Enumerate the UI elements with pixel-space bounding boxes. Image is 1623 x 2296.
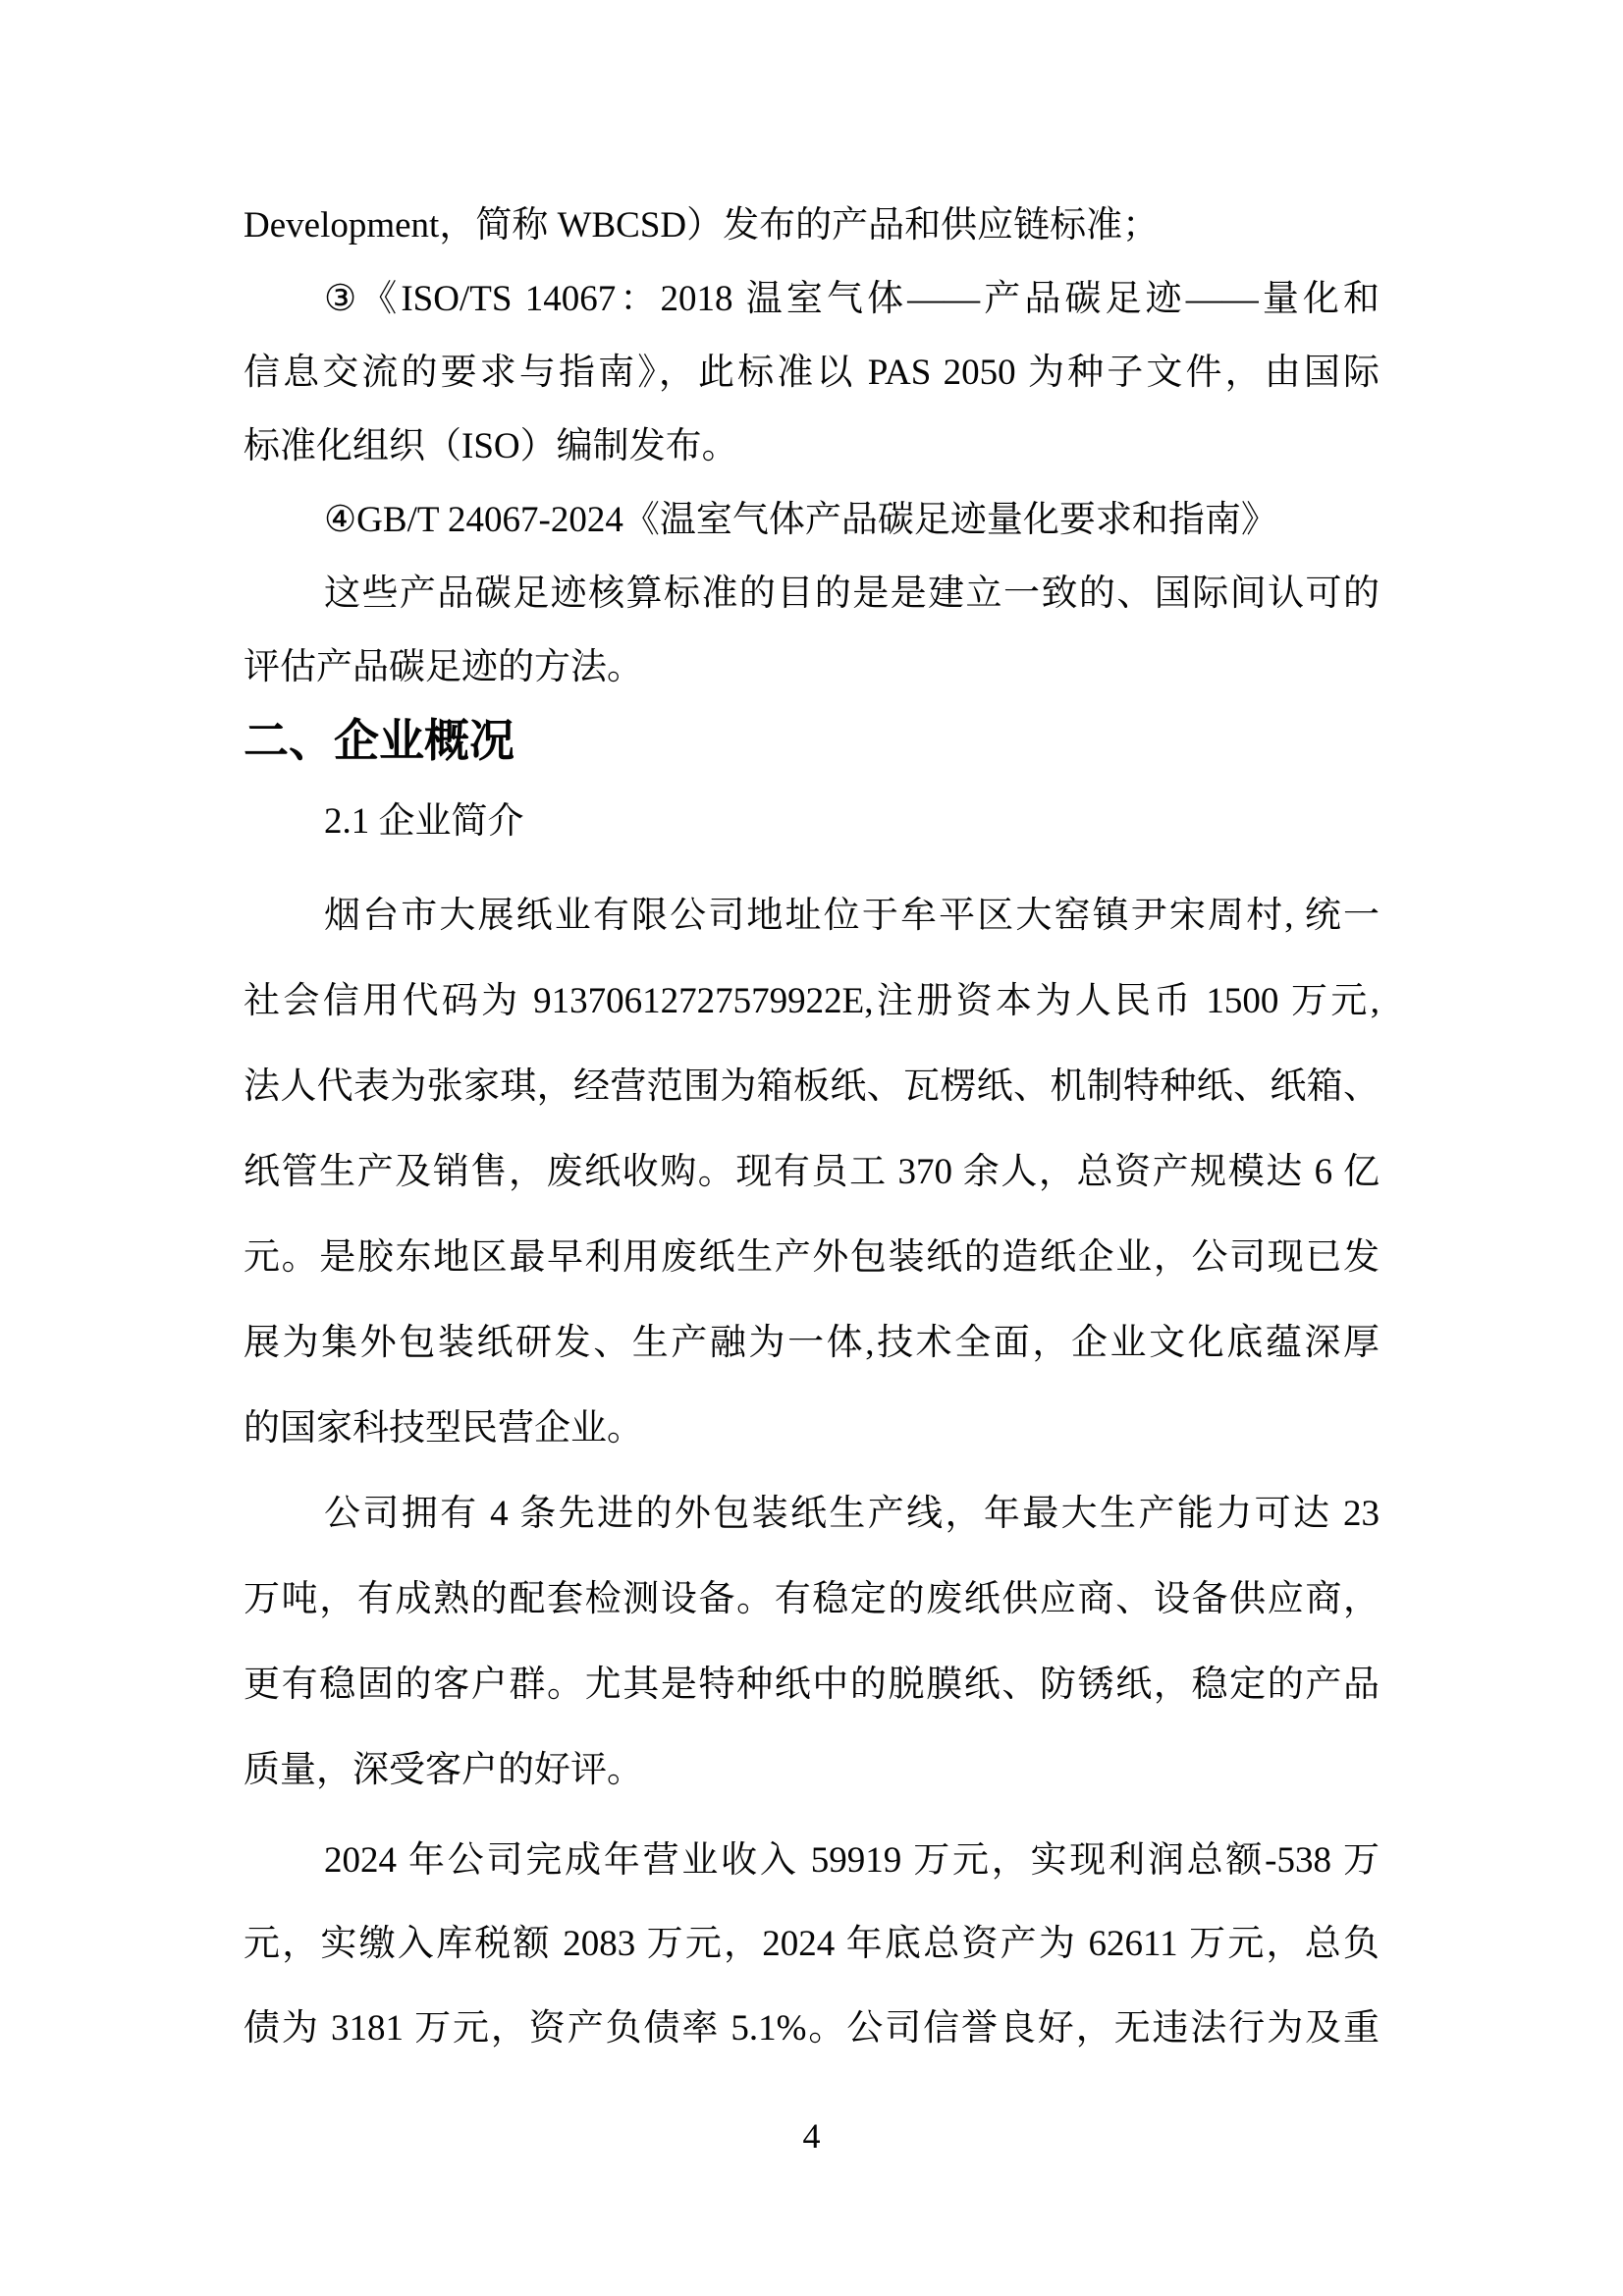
production-line: 更有稳固的客户群。尤其是特种纸中的脱膜纸、防锈纸，稳定的产品 <box>243 1665 1380 1705</box>
company-intro-line: 烟台市大展纸业有限公司地址位于牟平区大窑镇尹宋周村, 统一 <box>324 896 1380 936</box>
financials-line: 元，实缴入库税额 2083 万元，2024 年底总资产为 62611 万元，总负 <box>243 1924 1380 1964</box>
page-number: 4 <box>802 2116 821 2156</box>
company-intro-line: 的国家科技型民营企业。 <box>243 1408 643 1449</box>
company-intro-line: 社会信用代码为 91370612727579922E,注册资本为人民币 1500 万元, <box>243 981 1380 1021</box>
section-heading: 二、企业概况 <box>243 715 514 766</box>
production-line: 万吨，有成熟的配套检测设备。有稳定的废纸供应商、设备供应商， <box>243 1579 1380 1619</box>
body-text-line: 这些产品碳足迹核算标准的目的是是建立一致的、国际间认可的 <box>324 574 1380 614</box>
financials-line: 债为 3181 万元，资产负债率 5.1%。公司信誉良好，无违法行为及重 <box>243 2008 1380 2049</box>
production-line: 公司拥有 4 条先进的外包装纸生产线，年最大生产能力可达 23 <box>324 1494 1380 1534</box>
body-text-line: ③《ISO/TS 14067：2018 温室气体——产品碳足迹——量化和 <box>324 279 1380 319</box>
company-intro-line: 元。是胶东地区最早利用废纸生产外包装纸的造纸企业，公司现已发 <box>243 1237 1380 1278</box>
financials-line: 2024 年公司完成年营业收入 59919 万元，实现利润总额-538 万 <box>324 1840 1380 1881</box>
company-intro-line: 法人代表为张家琪，经营范围为箱板纸、瓦楞纸、机制特种纸、纸箱、 <box>243 1066 1380 1107</box>
body-text-line: 信息交流的要求与指南》，此标准以 PAS 2050 为种子文件，由国际 <box>243 353 1380 393</box>
subsection-heading: 2.1 企业简介 <box>324 801 524 842</box>
body-text-line: 评估产品碳足迹的方法。 <box>243 647 643 687</box>
body-text-line: Development，简称 WBCSD）发布的产品和供应链标准； <box>243 205 1160 246</box>
body-text-line: 标准化组织（ISO）编制发布。 <box>243 426 738 466</box>
company-intro-line: 展为集外包装纸研发、生产融为一体,技术全面，企业文化底蕴深厚 <box>243 1323 1380 1363</box>
body-text-line: ④GB/T 24067-2024《温室气体产品碳足迹量化要求和指南》 <box>324 500 1277 540</box>
production-line: 质量，深受客户的好评。 <box>243 1750 643 1790</box>
company-intro-line: 纸管生产及销售，废纸收购。现有员工 370 余人，总资产规模达 6 亿 <box>243 1152 1380 1192</box>
